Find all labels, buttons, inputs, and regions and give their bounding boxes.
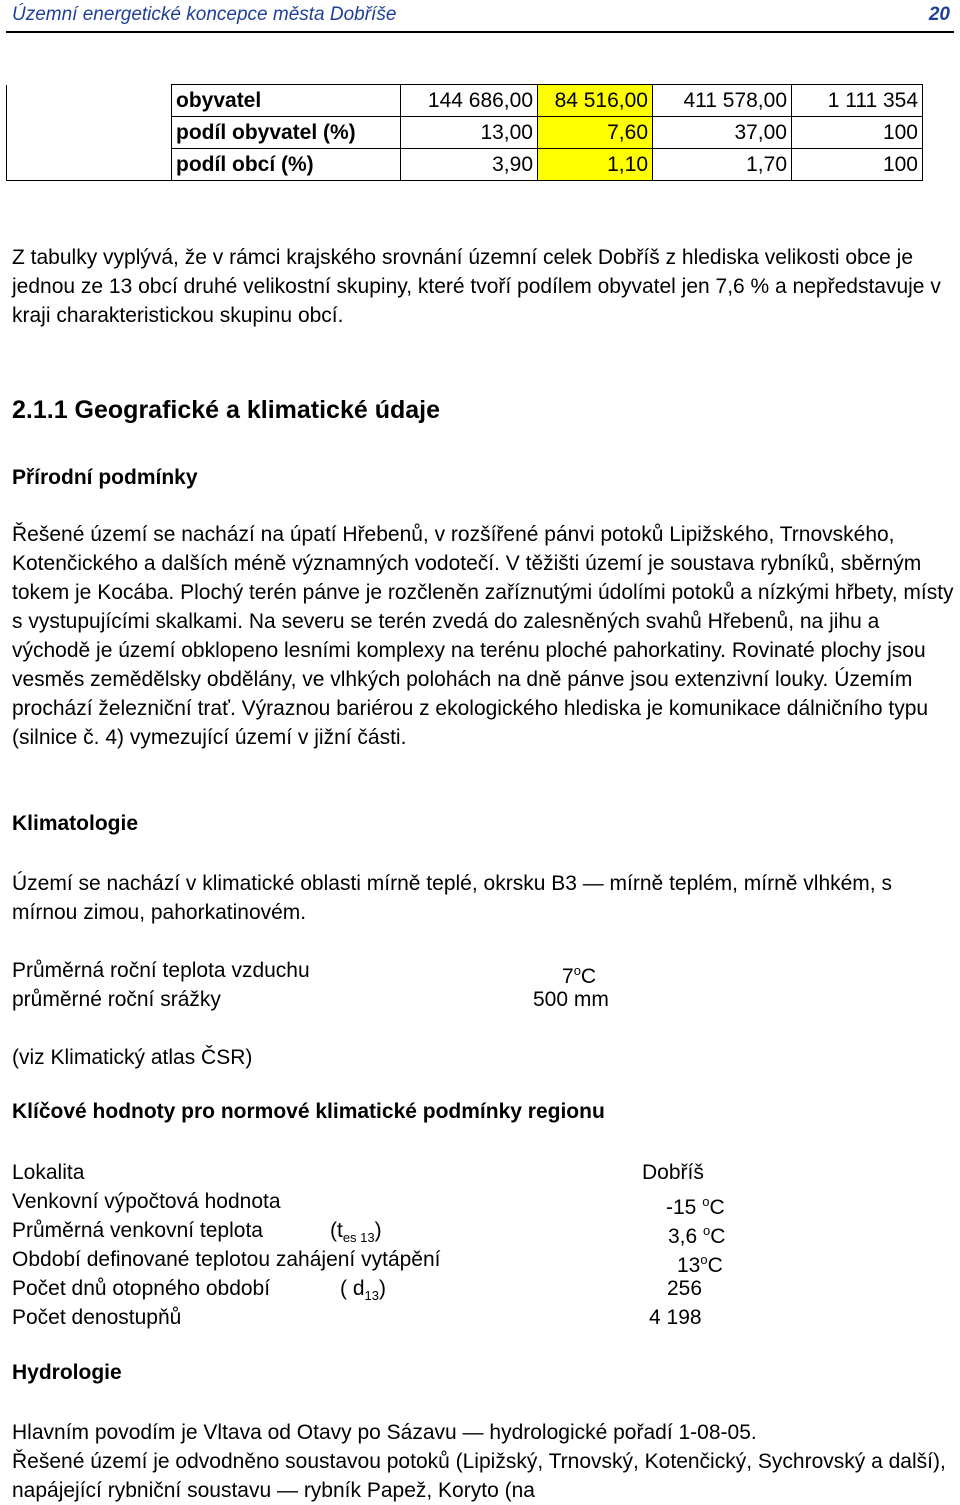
intro-paragraph: Z tabulky vyplývá, že v rámci krajského srovnání územní celek Dobříš z hlediska velikosti obce je jednou ze 13 obcí druhé velikostní skupiny, které tvoří podílem obyvatel jen 7,6 % a nepředstavuje v kraji charakteristickou skupinu obcí. — [12, 246, 941, 327]
table-cell: 13,00 — [401, 117, 538, 149]
table-cell: 1,70 — [653, 149, 792, 181]
table-cell-highlight: 1,10 — [538, 149, 653, 181]
prirodni-paragraph: Řešené území se nachází na úpatí Hřebenů, v rozšířené pánvi potoků Lipižského, Trnovského, Kotenčického a dalších méně významných vodotečí. V těžišti území je soustava rybníků, sběrným tokem je Kocába. Plochý terén pánve je rozčleněn zaříznutými údolími potoků a nízkými hřbety, místy s vystupujícími skalkami. Na severu se terén zvedá do zalesněných svahů Hřebenů, na jihu a východě je území obklopeno lesními komplexy na terénu ploché pahorkatiny. Rovinaté plochy jsou vesměs zemědělsky obdělány, ve vlhkých polohách na dně pánve jsou extenzivní louky. Územím prochází železniční trať. Výraznou bariérou z ekologického hlediska je komunikace dálničního typu (silnice č. 4) vymezující území v jižní části. — [12, 523, 954, 749]
table-row — [7, 85, 923, 117]
kv-value-pocet-dnu: 256 — [667, 1277, 703, 1300]
kv-label-vypoctova: Venkovní výpočtová hodnota — [12, 1190, 281, 1213]
header-rule — [6, 31, 954, 33]
precip-value: 500 mm — [533, 988, 609, 1011]
population-table — [6, 84, 923, 181]
kv-label-denostupne: Počet denostupňů — [12, 1306, 182, 1329]
row-label: podíl obcí (%) — [172, 149, 401, 181]
kv-value-obdobi: 13$^o$C — [677, 1252, 723, 1277]
table-cell: 144 686,00 — [401, 85, 538, 117]
kv-value-denostupne: 4 198 — [649, 1306, 702, 1329]
heading-klicove: Klíčové hodnoty pro normové klimatické podmínky regionu — [12, 1100, 605, 1123]
heading-klimatologie: Klimatologie — [12, 812, 139, 835]
kv-value-vypoctova: -15 $^o$C — [666, 1194, 725, 1219]
kv-label-obdobi: Období definované teplotou zahájení vytápění — [12, 1248, 441, 1271]
kv-symbol-d13: ( $d_{13}$) — [340, 1277, 386, 1304]
source-note: (viz Klimatický atlas ČSR) — [12, 1046, 253, 1069]
temp-value: 7$^o$C — [562, 963, 597, 988]
table-cell: 411 578,00 — [653, 85, 792, 117]
table-cell-highlight: 84 516,00 — [538, 85, 653, 117]
table-cell: 37,00 — [653, 117, 792, 149]
temp-label: Průměrná roční teplota vzduchu — [12, 959, 310, 982]
kv-symbol-tes13: $(t_{es 13})$ — [330, 1219, 382, 1246]
klimatologie-paragraph: Území se nachází v klimatické oblasti mírně teplé, okrsku B3 — mírně teplém, mírně vlhkém, s mírnou zimou, pahorkatinovém. — [12, 872, 892, 924]
table-cell: 100 — [792, 117, 923, 149]
kv-label-prumerna: Průměrná venkovní teplota — [12, 1219, 263, 1242]
kv-label-lokalita: Lokalita — [12, 1161, 85, 1184]
table-row — [7, 149, 923, 181]
row-label: podíl obyvatel (%) — [172, 117, 401, 149]
kv-value-prumerna: 3,6 $^o$C — [668, 1223, 726, 1248]
section-title: 2.1.1 Geografické a klimatické údaje — [12, 396, 441, 424]
table-cell-highlight: 7,60 — [538, 117, 653, 149]
table-cell: 100 — [792, 149, 923, 181]
precip-label: průměrné roční srážky — [12, 988, 221, 1011]
table-cell: 3,90 — [401, 149, 538, 181]
heading-hydrologie: Hydrologie — [12, 1361, 122, 1384]
kv-label-pocet-dnu: Počet dnů otopného období — [12, 1277, 271, 1300]
table-row — [7, 117, 923, 149]
page-header — [12, 4, 952, 26]
kv-value-lokalita: Dobříš — [642, 1161, 704, 1184]
table-cell: 1 111 354 — [792, 85, 923, 117]
heading-prirodni: Přírodní podmínky — [12, 466, 198, 489]
hydrologie-line-2: Řešené území je odvodněno soustavou potoků (Lipižský, Trnovský, Kotenčický, Sychrovský a další), napájející rybniční soustavu — rybník Papež, Koryto (na — [12, 1450, 946, 1502]
document-title: Územní energetické koncepce města Dobříše — [12, 4, 397, 25]
hydrologie-line-1: Hlavním povodím je Vltava od Otavy po Sázavu — hydrologické pořadí 1-08-05. — [12, 1421, 757, 1444]
page-number: 20 — [928, 4, 950, 25]
row-label: obyvatel — [172, 85, 401, 117]
